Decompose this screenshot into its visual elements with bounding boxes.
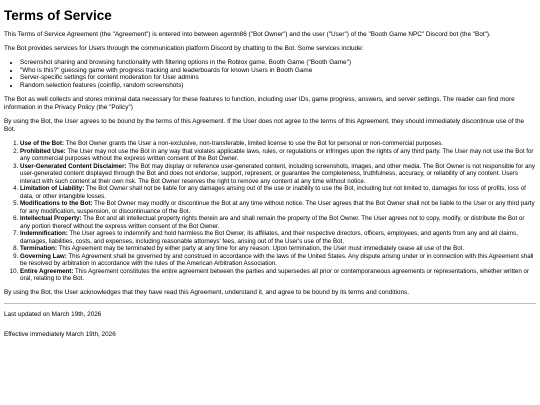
effective-date-text: Effective immediately March 19th, 2026 bbox=[4, 330, 116, 338]
term-item bbox=[20, 245, 536, 253]
term-text: The Bot Owner grants the User a non-exclusive, non-transferable, limited license to use the Bot for personal or non-commercial purposes. bbox=[64, 140, 443, 148]
term-text: The User agrees to indemnify and hold harmless the Bot Owner, its affiliates, and their respective directors, officers, employees, and agents from any and all claims, damages, liabilities, costs, and expenses, including reasonable attorneys' fees, arising out of the User's use of the Bot. bbox=[20, 230, 518, 245]
services-list-item: • "Who is this?" guessing game with progress tracking and leaderboards for known Users in Booth Game bbox=[20, 67, 536, 75]
term-item bbox=[20, 253, 536, 268]
term-item bbox=[20, 148, 536, 163]
services-list-item: • Server-specific settings for content moderation for User admins bbox=[20, 74, 536, 82]
term-text: The Bot Owner shall not be liable for any damages arising out of the use or inability to use the Bot, including but not limited to, damages for loss of profits, loss of data, or other intangible losses. bbox=[20, 185, 526, 200]
term-label: Entire Agreement: bbox=[20, 267, 74, 275]
term-item bbox=[20, 140, 536, 148]
term-text: The Bot Owner may modify or discontinue the Bot at any time without notice. The User agrees that the Bot Owner shall not be liable to the User or any third party for any modification, suspension, or discontinuance of the Bot. bbox=[20, 200, 535, 215]
term-label: Governing Law: bbox=[20, 252, 67, 260]
services-intro-paragraph: The Bot provides services for Users through the communication platform Discord by chatting to the Bot. Some services include: bbox=[4, 45, 364, 52]
term-item bbox=[20, 268, 536, 283]
term-text: The Bot may display or reference user-generated content, including screenshots, images, and other media. The Bot Owner is not responsible for any user-generated content displayed through the Bot and does not endorse, support, represent, or guarantee the completeness, truthfulness, accuracy, or reliability of any content. Users interact with such content at their own risk. The Bot Owner reserves the right to remove any content at any time without notice. bbox=[20, 162, 535, 185]
term-label: Use of the Bot: bbox=[20, 140, 64, 148]
footer bbox=[4, 311, 536, 339]
page-title: Terms of Service bbox=[4, 8, 112, 23]
term-item bbox=[20, 200, 536, 215]
term-text: This Agreement constitutes the entire agreement between the parties and supersedes all prior or contemporaneous agreements or representations, whether written or oral, relating to the Bot. bbox=[20, 267, 530, 283]
terms-list bbox=[4, 140, 536, 283]
term-text: This Agreement may be terminated by either party at any time for any reason. Upon termination, the User must immediately cease all use of the Bot. bbox=[57, 245, 465, 253]
term-label: Prohibited Use: bbox=[20, 147, 66, 155]
last-updated-text: Last updated on March 19th, 2026 bbox=[4, 310, 102, 318]
term-item bbox=[20, 163, 536, 186]
term-item bbox=[20, 185, 536, 200]
term-item bbox=[20, 230, 536, 245]
term-label: Indemnification: bbox=[20, 230, 68, 238]
intro-paragraph: This Terms of Service Agreement (the "Agreement") is entered into between agentn86 ("Bot Owner") and the user ("User") of the "Booth Game NPC" Discord bot (the "Bot"). bbox=[4, 31, 491, 38]
closing-paragraph: By using the Bot, the User acknowledges that they have read this Agreement, understand it, and agree to be bound by its terms and conditions. bbox=[4, 288, 409, 296]
term-text: This Agreement shall be governed by and construed in accordance with the laws of the United States. Any dispute arising under or in connection with this Agreement shall be resolved by arbitration in accordance with the rules of the American Arbitration Association. bbox=[20, 252, 534, 268]
term-label: User-Generated Content Disclaimer: bbox=[20, 162, 127, 170]
term-item bbox=[20, 215, 536, 230]
term-label: Limitation of Liability: bbox=[20, 185, 85, 193]
services-list-item: • Random selection features (coinflip, random screenshots) bbox=[20, 82, 536, 90]
term-label: Intellectual Property: bbox=[20, 215, 82, 223]
term-label: Modifications to the Bot: bbox=[20, 200, 93, 208]
term-text: The Bot and all intellectual property rights therein are and shall remain the property of the Bot Owner. The User agrees not to copy, modify, or distribute the Bot or any portion thereof without the express written consent of the Bot Owner. bbox=[20, 215, 525, 230]
term-text: The User may not use the Bot in any way that violates applicable laws, rules, or regulations or infringes upon the rights of any third party. The User may not use the Bot for any commercial purposes without the express written consent of the Bot Owner. bbox=[20, 147, 534, 163]
agreement-intro-paragraph: By using the Bot, the User agrees to be bound by the terms of this Agreement. If the User does not agree to the terms of this Agreement, they should immediately discontinue use of the Bot. bbox=[4, 118, 525, 134]
services-list bbox=[4, 59, 536, 89]
term-label: Termination: bbox=[20, 245, 58, 253]
privacy-paragraph: The Bot as well collects and stores minimal data necessary for these features to function, including user IDs, game progress, answers, and server settings. The reader can find more information in the Privacy Policy (the "Policy") bbox=[4, 96, 515, 112]
footer-divider bbox=[4, 303, 536, 304]
services-list-item: • Screenshot sharing and browsing functionality with filtering options in the Roblox game, Booth Game ("Booth Game") bbox=[20, 59, 536, 67]
